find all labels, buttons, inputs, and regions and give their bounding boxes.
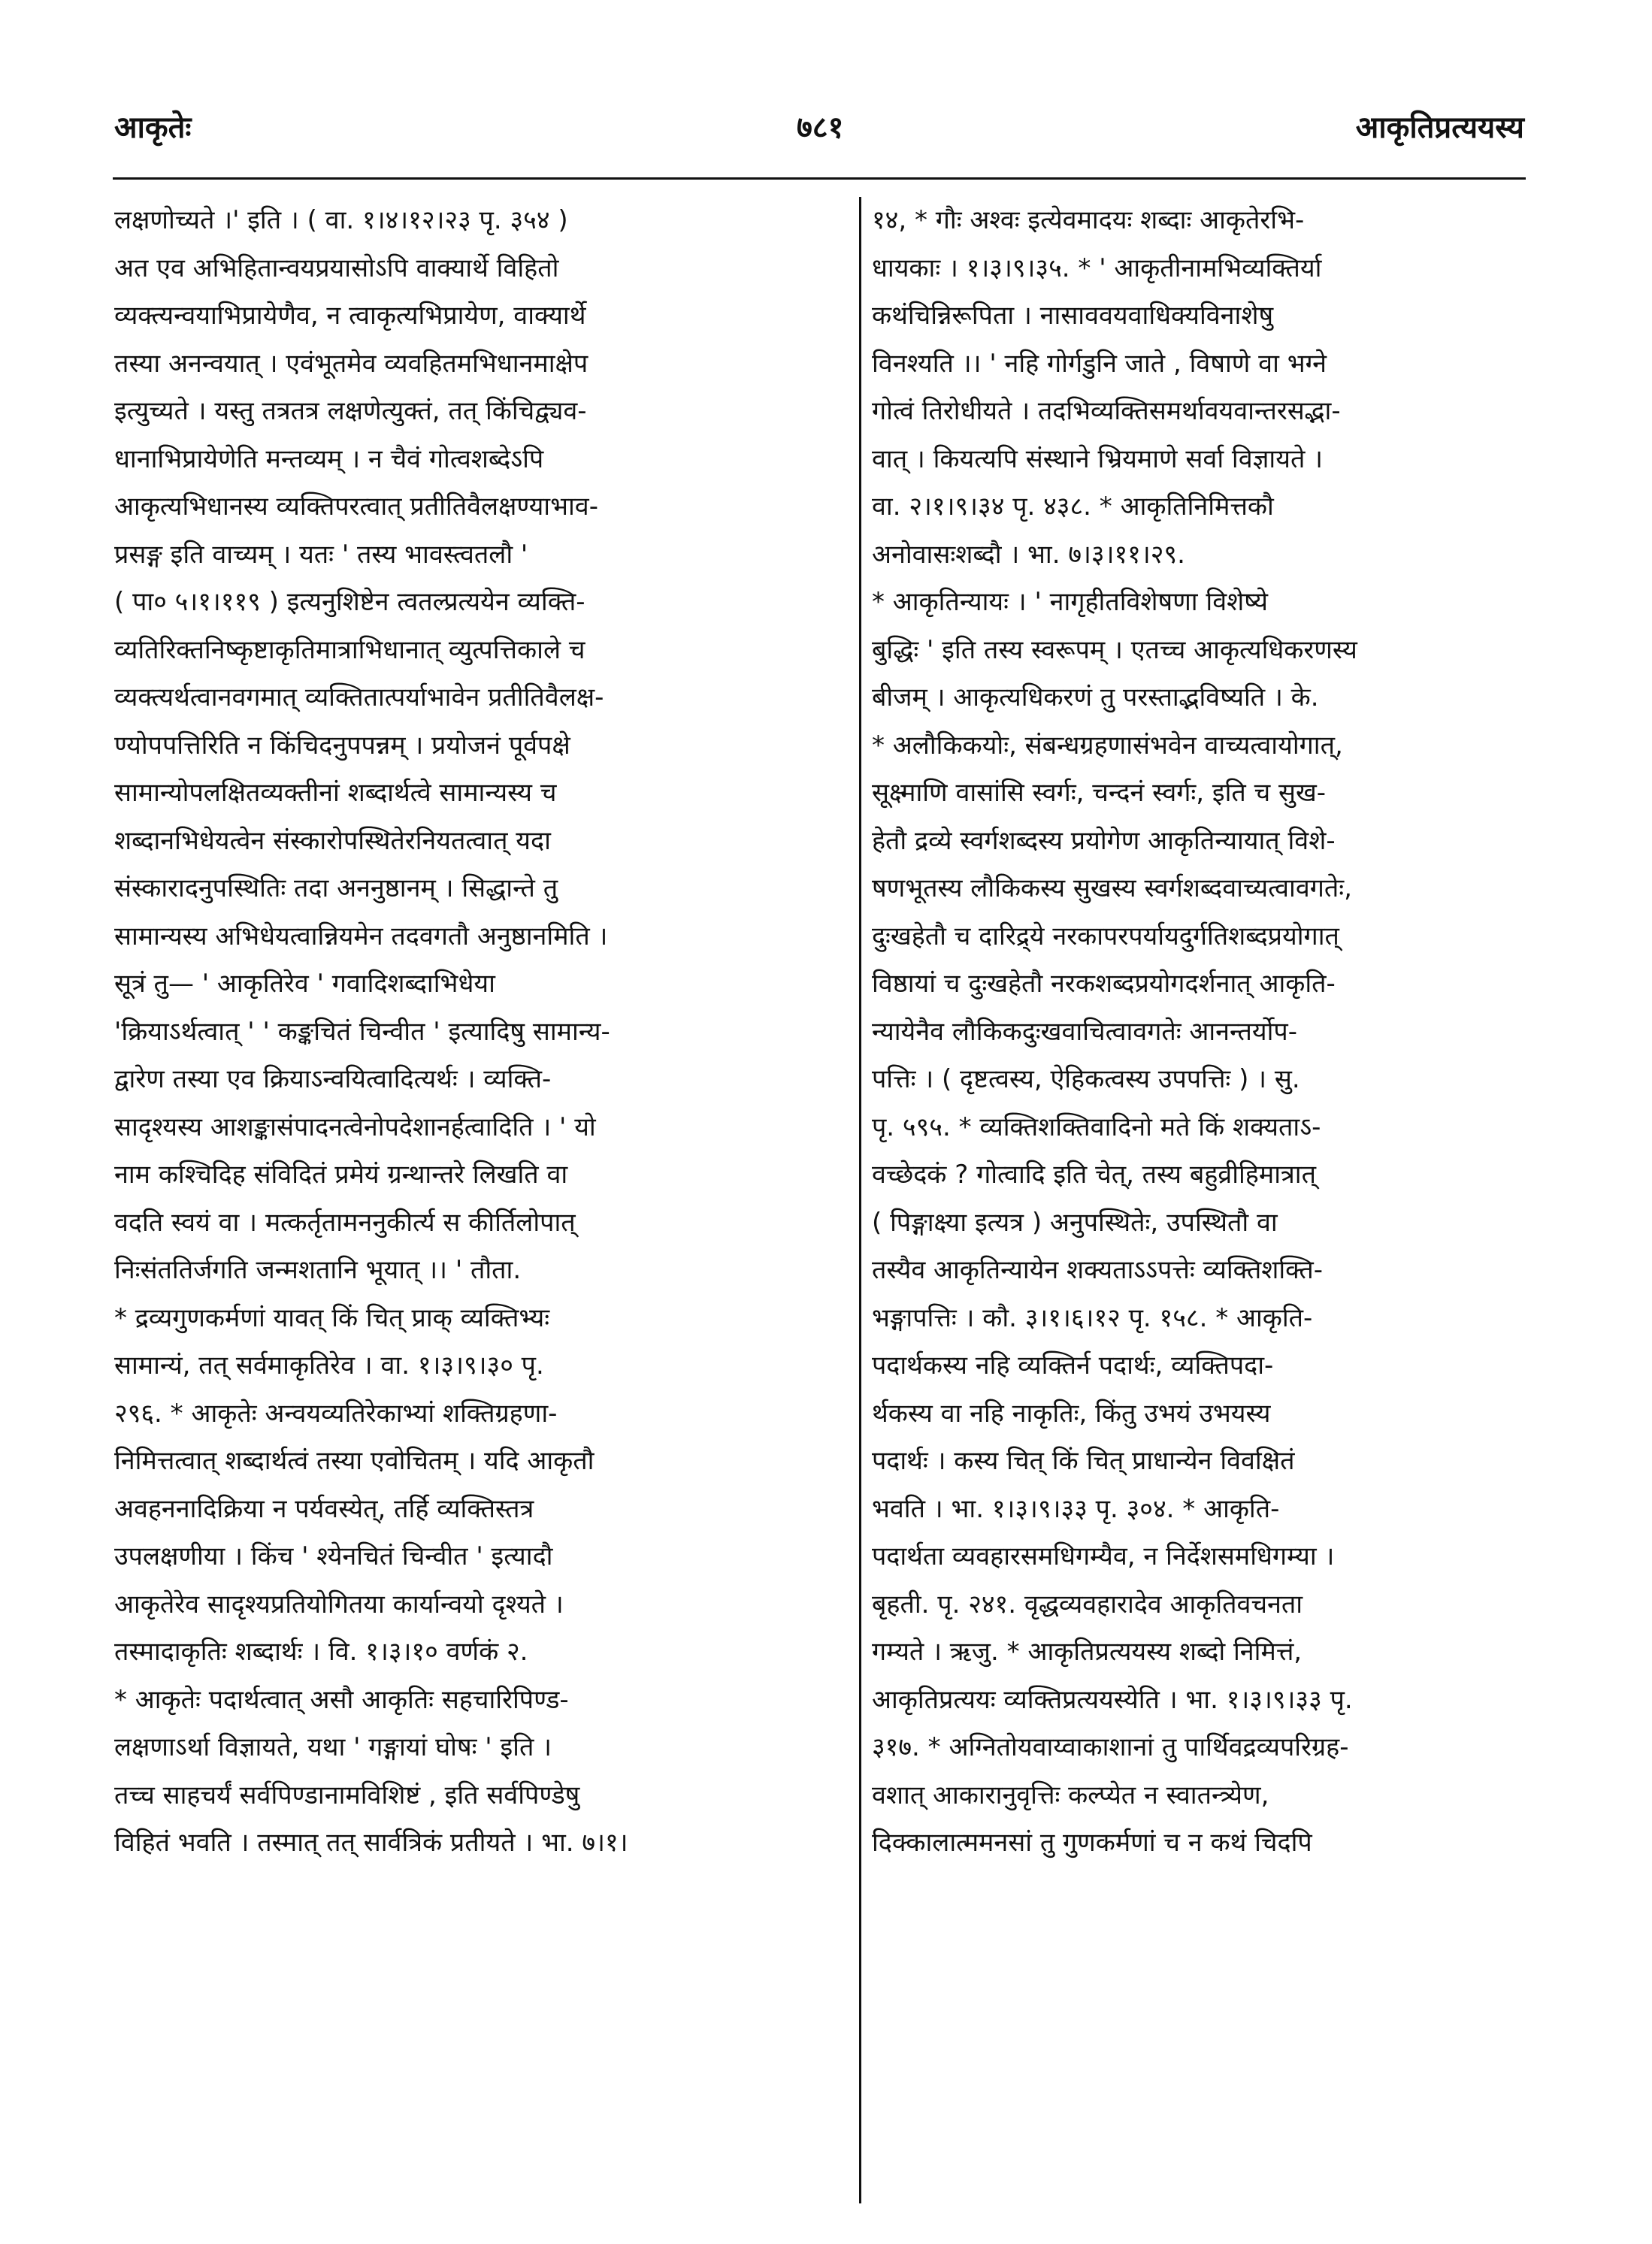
- text-line: दिक्कालात्ममनसां तु गुणकर्मणां च न कथं चिदपि: [872, 1828, 1312, 1858]
- text-line: कथंचिन्निरूपिता । नासाववयवाधिक्यविनाशेषु: [872, 301, 1274, 331]
- text-line: आकृतेरेव सादृश्यप्रतियोगितया कार्यान्वयो दृश्यते ।: [114, 1589, 564, 1619]
- text-line: बृहती. पृ. २४१. वृद्धव्यवहारादेव आकृतिवचनता: [872, 1589, 1303, 1619]
- text-line: भवति । भा. १।३।९।३३ पृ. ३०४. * आकृति-: [872, 1493, 1280, 1524]
- text-line: अत एव अभिहितान्वयप्रयासोऽपि वाक्यार्थे विहितो: [114, 253, 559, 283]
- text-line: वच्छेदकं ? गोत्वादि इति चेत्, तस्य बहुव्रीहिमात्रात्: [872, 1160, 1316, 1190]
- text-line: हेतौ द्रव्ये स्वर्गशब्दस्य प्रयोगेण आकृतिन्यायात् विशे-: [872, 825, 1336, 856]
- text-line: सामान्योपलक्षितव्यक्तीनां शब्दार्थत्वे सामान्यस्य च: [114, 778, 557, 808]
- text-line: सूत्रं तु— ' आकृतिरेव ' गवादिशब्दाभिधेया: [114, 969, 495, 999]
- text-line: धानाभिप्रायेणेति मन्तव्यम् । न चैवं गोत्वशब्देऽपि: [114, 443, 544, 474]
- text-line: द्वारेण तस्या एव क्रियाऽन्वयित्वादित्यर्थः । व्यक्ति-: [114, 1064, 552, 1094]
- text-line: दुःखहेतौ च दारिद्र्ये नरकापरपर्यायदुर्गतिशब्दप्रयोगात्: [872, 921, 1339, 951]
- text-line: निःसंततिर्जगति जन्मशतानि भूयात् ।। ' तौता.: [114, 1255, 522, 1285]
- text-line: नाम कश्चिदिह संविदितं प्रमेयं ग्रन्थान्तरे लिखति वा: [114, 1160, 568, 1190]
- text-line: उपलक्षणीया । किंच ' श्येनचितं चिन्वीत ' इत्यादौ: [114, 1541, 553, 1571]
- text-line: सामान्यं, तत् सर्वमाकृतिरेव । वा. १।३।९।३० पृ.: [114, 1350, 544, 1381]
- text-line: र्थकस्य वा नहि नाकृतिः, किंतु उभयं उभयस्य: [872, 1398, 1271, 1429]
- text-line: आकृत्यभिधानस्य व्यक्तिपरत्वात् प्रतीतिवैलक्षण्याभाव-: [114, 491, 598, 522]
- text-line: प्रसङ्ग इति वाच्यम् । यतः ' तस्य भावस्त्वतलौ ': [114, 539, 528, 570]
- text-line: २९६. * आकृतेः अन्वयव्यतिरेकाभ्यां शक्तिग्रहणा-: [114, 1398, 558, 1429]
- text-line: संस्कारादनुपस्थितिः तदा अननुष्ठानम् । सिद्धान्ते तु: [114, 873, 558, 903]
- text-line: विहितं भवति । तस्मात् तत् सार्वत्रिकं प्रतीयते । भा. ७।१।: [114, 1828, 628, 1858]
- text-line: वदति स्वयं वा । मत्कर्तृतामननुकीर्त्य स कीर्तिलोपात्: [114, 1207, 576, 1238]
- text-line: तस्या अनन्वयात् । एवंभूतमेव व्यवहितमभिधानमाक्षेप: [114, 348, 588, 379]
- left-column: [114, 197, 824, 1867]
- text-line: व्यक्त्यन्वयाभिप्रायेणैव, न त्वाकृत्यभिप्रायेण, वाक्यार्थे: [114, 301, 586, 331]
- text-line: पृ. ५९५. * व्यक्तिशक्तिवादिनो मते किं शक्यताऽ-: [872, 1111, 1321, 1142]
- text-line: * अलौकिकयोः, संबन्धग्रहणासंभवेन वाच्यत्वायोगात्,: [872, 730, 1343, 761]
- text-line: तस्मादाकृतिः शब्दार्थः । वि. १।३।१० वर्णकं २.: [114, 1637, 528, 1667]
- text-line: व्यतिरिक्तनिष्कृष्टाकृतिमात्राभिधानात् व्युत्पत्तिकाले च: [114, 634, 585, 665]
- text-line: ( पिङ्गाक्ष्या इत्यत्र ) अनुपस्थितेः, उपस्थितौ वा: [872, 1207, 1278, 1238]
- text-line: सामान्यस्य अभिधेयत्वान्नियमेन तदवगतौ अनुष्ठानमिति ।: [114, 921, 608, 951]
- text-line: तच्च साहचर्यं सर्वपिण्डानामविशिष्टं , इति सर्वपिण्डेषु: [114, 1780, 580, 1810]
- text-line: * आकृतेः पदार्थत्वात् असौ आकृतिः सहचारिपिण्ड-: [114, 1684, 569, 1715]
- text-line: पत्तिः । ( दृष्टत्वस्य, ऐहिकत्वस्य उपपत्तिः ) । सु.: [872, 1064, 1300, 1094]
- text-line: लक्षणाऽर्था विज्ञायते, यथा ' गङ्गायां घोषः ' इति ।: [114, 1732, 552, 1762]
- text-line: गोत्वं तिरोधीयते । तदभिव्यक्तिसमर्थावयवान्तरसद्भा-: [872, 396, 1341, 426]
- text-line: वात् । कियत्यपि संस्थाने भ्रियमाणे सर्वा विज्ञायते ।: [872, 443, 1324, 474]
- text-line: तस्यैव आकृतिन्यायेन शक्यताऽऽपत्तेः व्यक्तिशक्ति-: [872, 1255, 1324, 1285]
- text-line: ( पा० ५।१।११९ ) इत्यनुशिष्टेन त्वतल्प्रत्ययेन व्यक्ति-: [114, 587, 585, 617]
- text-line: शब्दानभिधेयत्वेन संस्कारोपस्थितेरनियतत्वात् यदा: [114, 825, 551, 856]
- text-line: वशात् आकारानुवृत्तिः कल्प्येत न स्वातन्त्र्येण,: [872, 1780, 1269, 1810]
- text-line: व्यक्त्यर्थत्वानवगमात् व्यक्तितात्पर्याभावेन प्रतीतिवैलक्ष-: [114, 682, 604, 712]
- right-column: [872, 197, 1537, 1867]
- text-line: निमित्तत्वात् शब्दार्थत्वं तस्या एवोचितम् । यदि आकृतौ: [114, 1446, 595, 1476]
- header-rule: [113, 177, 1526, 180]
- text-line: पदार्थकस्य नहि व्यक्तिर्न पदार्थः, व्यक्तिपदा-: [872, 1350, 1274, 1381]
- running-head-right: आकृतिप्रत्ययस्य: [1355, 110, 1524, 145]
- running-head-left: आकृतेः: [114, 110, 192, 145]
- text-line: गम्यते । ऋजु. * आकृतिप्रत्ययस्य शब्दो निमित्तं,: [872, 1637, 1303, 1667]
- text-line: पदार्थता व्यवहारसमधिगम्यैव, न निर्देशसमधिगम्या ।: [872, 1541, 1335, 1571]
- text-line: १४, * गौः अश्वः इत्येवमादयः शब्दाः आकृतेरभि-: [872, 205, 1305, 235]
- text-line: सादृश्यस्य आशङ्कासंपादनत्वेनोपदेशानर्हत्वादिति । ' यो: [114, 1111, 596, 1142]
- text-line: षणभूतस्य लौकिकस्य सुखस्य स्वर्गशब्दवाच्यत्वावगतेः,: [872, 873, 1352, 903]
- text-line: अवहननादिक्रिया न पर्यवस्येत्, तर्हि व्यक्तिस्तत्र: [114, 1493, 534, 1524]
- text-line: न्यायेनैव लौकिकदुःखवाचित्वावगतेः आनन्तर्योप-: [872, 1016, 1297, 1047]
- page-number: ७८१: [797, 110, 844, 145]
- text-line: सूक्ष्माणि वासांसि स्वर्गः, चन्दनं स्वर्गः, इति च सुख-: [872, 778, 1327, 808]
- text-line: बीजम् । आकृत्यधिकरणं तु परस्ताद्भविष्यति । के.: [872, 682, 1319, 712]
- text-line: इत्युच्यते । यस्तु तत्रतत्र लक्षणेत्युक्तं, तत् किंचिद्व्यव-: [114, 396, 587, 426]
- text-line: * आकृतिन्यायः । ' नागृहीतविशेषणा विशेष्ये: [872, 587, 1269, 617]
- text-line: आकृतिप्रत्ययः व्यक्तिप्रत्ययस्येति । भा. १।३।९।३३ पृ.: [872, 1684, 1353, 1715]
- text-line: विनश्यति ।। ' नहि गोर्गडुनि जाते , विषाणे वा भग्ने: [872, 348, 1327, 379]
- text-line: ण्योपपत्तिरिति न किंचिदनुपपन्नम् । प्रयोजनं पूर्वपक्षे: [114, 730, 570, 761]
- text-line: लक्षणोच्यते ।' इति । ( वा. १।४।१२।२३ पृ. ३५४ ): [114, 205, 568, 235]
- text-line: धायकाः । १।३।९।३५. * ' आकृतीनामभिव्यक्तिर्या: [872, 253, 1322, 283]
- text-line: वा. २।१।९।३४ पृ. ४३८. * आकृतिनिमित्तकौ: [872, 491, 1274, 522]
- text-line: पदार्थः । कस्य चित् किं चित् प्राधान्येन विवक्षितं: [872, 1446, 1295, 1476]
- text-line: ३१७. * अग्नितोयवाय्वाकाशानां तु पार्थिवद्रव्यपरिग्रह-: [872, 1732, 1349, 1762]
- text-line: विष्ठायां च दुःखहेतौ नरकशब्दप्रयोगदर्शनात् आकृति-: [872, 969, 1336, 999]
- column-divider: [859, 197, 861, 2203]
- text-line: बुद्धिः ' इति तस्य स्वरूपम् । एतच्च आकृत्यधिकरणस्य: [872, 634, 1357, 665]
- text-line: * द्रव्यगुणकर्मणां यावत् किं चित् प्राक् व्यक्तिभ्यः: [114, 1302, 550, 1333]
- text-line: भङ्गापत्तिः । कौ. ३।१।६।१२ पृ. १५८. * आकृति-: [872, 1302, 1313, 1333]
- text-line: 'क्रियाऽर्थत्वात् ' ' कङ्कचितं चिन्वीत ' इत्यादिषु सामान्य-: [114, 1016, 610, 1047]
- text-line: अनोवासःशब्दौ । भा. ७।३।११।२९.: [872, 539, 1185, 570]
